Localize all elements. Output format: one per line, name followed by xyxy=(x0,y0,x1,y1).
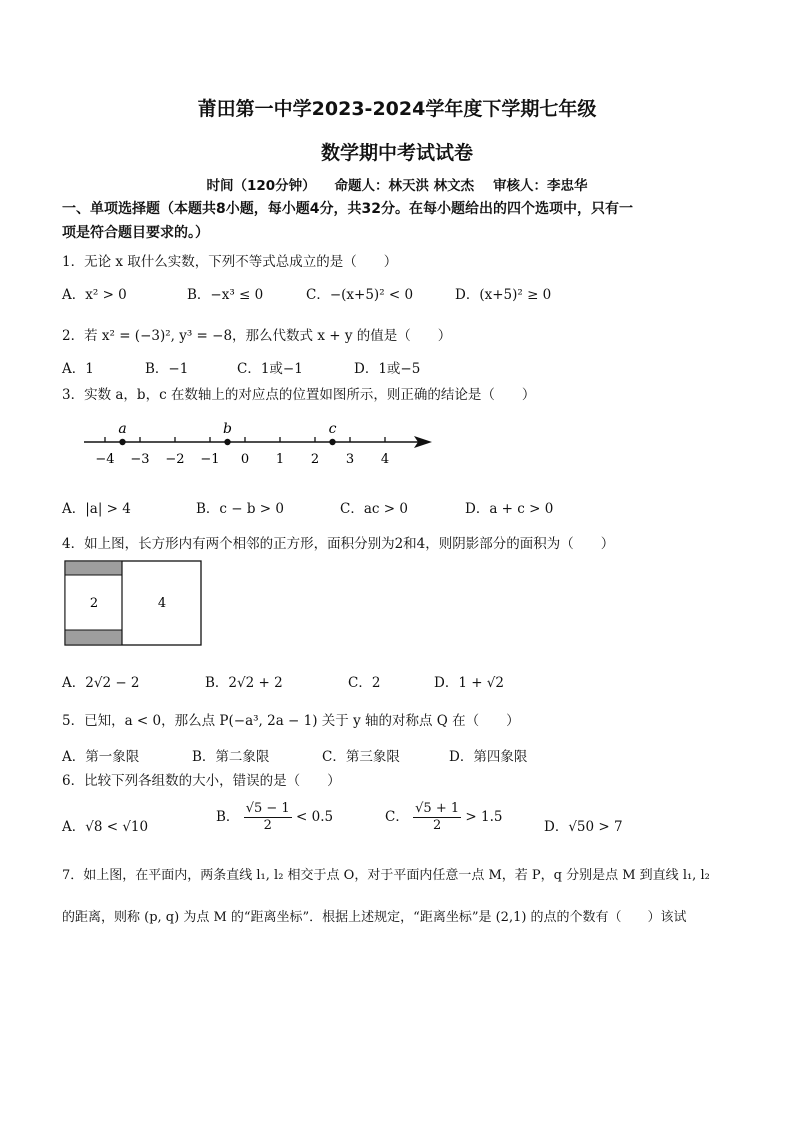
question-4-option-b: B．2√2 + 2 xyxy=(205,675,283,691)
number-line-tick-label: −4 xyxy=(95,452,115,467)
number-line-tick-label: −1 xyxy=(200,452,220,467)
question-3-stem: 3．实数 a，b，c 在数轴上的对应点的位置如图所示，则正确的结论是（ ） xyxy=(62,387,536,403)
number-line-point-label: c xyxy=(328,421,337,437)
question-1-option-b: B．−x³ ≤ 0 xyxy=(187,287,264,303)
question-2-stem: 2．若 x² = (−3)², y³ = −8，那么代数式 x + y 的值是（ ） xyxy=(62,328,452,344)
option-b-fraction xyxy=(244,801,292,834)
option-c-label: C． xyxy=(385,809,409,825)
exam-meta: 时间（120分钟） 命题人：林天洪 林文杰 审核人：李忠华 xyxy=(206,178,588,194)
question-3-option-a: A．|a| > 4 xyxy=(62,501,131,517)
question-1-option-a: A．x² > 0 xyxy=(62,287,127,303)
question-6-stem: 6．比较下列各组数的大小，错误的是（ ） xyxy=(62,773,341,789)
question-5-option-d: D．第四象限 xyxy=(449,749,528,765)
question-2-option-c: C．1或−1 xyxy=(237,361,303,377)
question-4-option-a: A．2√2 − 2 xyxy=(62,675,140,691)
question-3-option-c: C．ac > 0 xyxy=(340,501,408,517)
shaded-region-bottom xyxy=(65,630,122,645)
question-5-option-b: B．第二象限 xyxy=(192,749,270,765)
option-b-label: B． xyxy=(216,809,240,825)
number-line-tick-label: −2 xyxy=(165,452,185,467)
number-line-point xyxy=(224,439,230,445)
option-c-tail: > 1.5 xyxy=(465,809,503,825)
question-7-line2: 的距离，则称 (p, q) 为点 M 的“距离坐标”．根据上述规定，“距离坐标”是 (2,1) 的点的个数有（ ）该试 xyxy=(62,910,687,925)
question-3-option-d: D．a + c > 0 xyxy=(465,501,554,517)
shaded-region-top xyxy=(65,561,122,575)
question-4-option-c: C．2 xyxy=(348,675,381,691)
question-6-option-b xyxy=(216,801,333,834)
question-6-option-a: A．√8 < √10 xyxy=(62,819,149,835)
number-line-tick-label: −3 xyxy=(130,452,150,467)
number-line-point-label: b xyxy=(223,421,232,437)
question-1-option-d: D．(x+5)² ≥ 0 xyxy=(455,287,552,303)
page-title: 莆田第一中学2023-2024学年度下学期七年级 xyxy=(197,98,597,120)
number-line-point-label: a xyxy=(118,421,127,437)
squares-figure xyxy=(64,560,204,648)
number-line-point xyxy=(329,439,335,445)
page-subtitle: 数学期中考试试卷 xyxy=(320,142,473,164)
question-4-stem: 4．如上图，长方形内有两个相邻的正方形，面积分别为2和4，则阴影部分的面积为（ ） xyxy=(62,536,615,552)
question-1-option-c: C．−(x+5)² < 0 xyxy=(306,287,414,303)
option-c-numerator: √5 + 1 xyxy=(415,801,460,816)
question-6-option-c xyxy=(385,801,503,834)
question-2-option-a: A．1 xyxy=(62,361,94,377)
option-c-denominator: 2 xyxy=(432,818,442,833)
question-4-option-d: D．1 + √2 xyxy=(434,675,504,691)
question-3-option-b: B．c − b > 0 xyxy=(196,501,285,517)
question-5-stem: 5．已知，a < 0，那么点 P(−a³, 2a − 1) 关于 y 轴的对称点 Q 在（ ） xyxy=(62,713,520,729)
number-line-point xyxy=(119,439,125,445)
number-line-tick-label: 3 xyxy=(345,452,355,467)
large-square-label: 4 xyxy=(157,596,167,611)
number-line-tick-label: 0 xyxy=(240,452,250,467)
question-5-option-a: A．第一象限 xyxy=(62,749,140,765)
number-line-figure xyxy=(80,412,440,474)
number-line-tick-label: 4 xyxy=(380,452,390,467)
small-square-label: 2 xyxy=(89,596,99,611)
section-heading-line1: 一、单项选择题（本题共8小题，每小题4分，共32分。在每小题给出的四个选项中，只有一 xyxy=(62,201,633,217)
option-b-denominator: 2 xyxy=(263,818,272,833)
question-1-stem: 1．无论 x 取什么实数，下列不等式总成立的是（ ） xyxy=(62,254,398,270)
number-line-tick-label: 2 xyxy=(310,452,320,467)
option-b-tail: < 0.5 xyxy=(296,809,334,825)
option-c-fraction xyxy=(413,801,461,834)
question-2-option-d: D．1或−5 xyxy=(354,361,421,377)
question-2-option-b: B．−1 xyxy=(145,361,189,377)
question-5-option-c: C．第三象限 xyxy=(322,749,400,765)
question-6-option-d: D．√50 > 7 xyxy=(544,819,623,835)
section-heading-line2: 项是符合题目要求的。） xyxy=(62,225,209,241)
number-line-tick-label: 1 xyxy=(275,452,285,467)
number-line xyxy=(84,421,432,467)
option-b-numerator: √5 − 1 xyxy=(245,801,290,816)
question-7-line1: 7．如上图，在平面内，两条直线 l₁, l₂ 相交于点 O，对于平面内任意一点 M，若 P，q 分别是点 M 到直线 l₁, l₂ xyxy=(62,868,710,883)
